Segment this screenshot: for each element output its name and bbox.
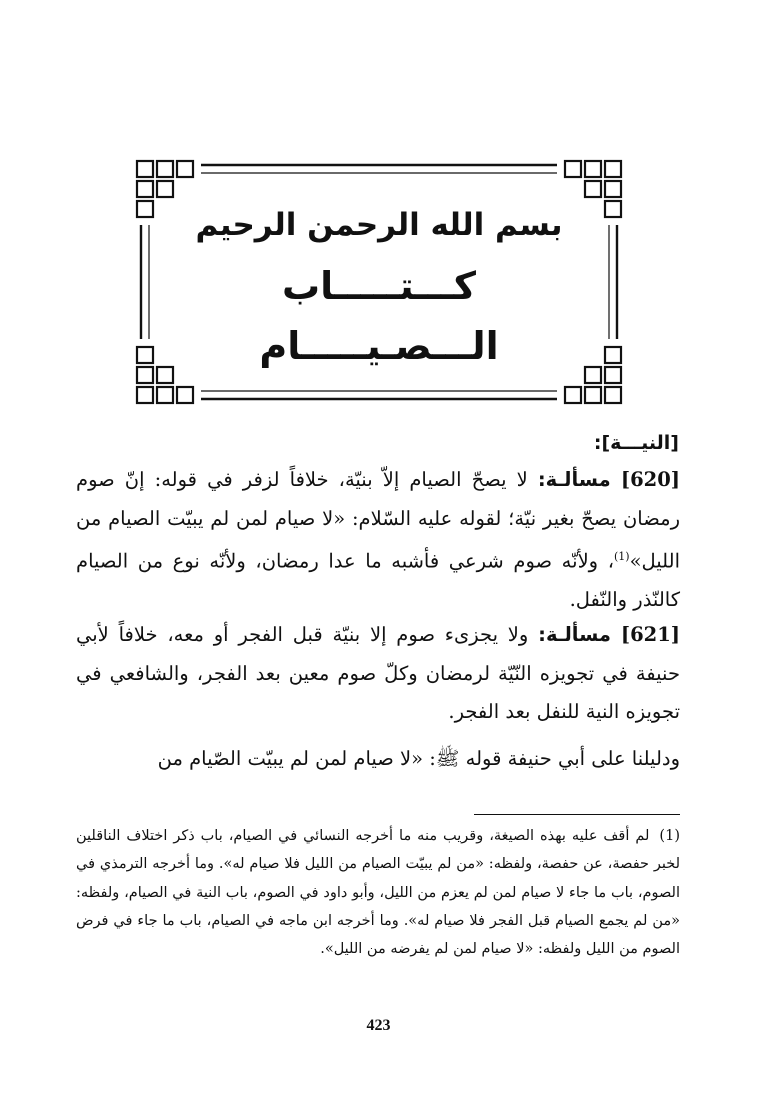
footnote-marker: (1) [659,828,680,844]
issue-text: لا يصحّ الصيام إلاّ بنيّة، خلافاً لزفر في قوله: إنّ صوم رمضان يصحّ بغير نيّة؛ لقوله عليه السّلام: «لا صيام لمن لم يبيّت الصيام من الليل» [76,468,680,573]
footnote-divider [474,814,680,815]
issue-621 [76,616,680,732]
book-title: كـــتـــــاب الـــصـيـــــام [259,264,499,368]
issue-label: مسألـة: [538,623,612,646]
section-heading: [النيـــة]: [593,432,679,454]
title-block [183,200,575,376]
page-number: 423 [366,1017,391,1034]
issue-number: [621] [620,623,681,646]
footnote-ref: (1) [614,550,630,563]
continuation-paragraph: ودليلنا على أبي حنيفة قوله ﷺ: «لا صيام لمن لم يبيّت الصّيام من [157,747,680,770]
footnote [76,822,680,963]
issue-text: ولا يجزىء صوم إلا بنيّة قبل الفجر أو معه، خلافاً لأبي حنيفة في تجويزه النّيّة لرمضان وكلّ صوم معين بعد الفجر، والشافعي في تجويزه النية للنفل بعد الفجر. [76,623,680,723]
footnote-text: لم أقف عليه بهذه الصيغة، وقريب منه ما أخرجه النسائي في الصيام، باب ذكر اختلاف الناقلين لخبر حفصة، عن حفصة، ولفظه: «من لم يبيّت الصيام من الليل فلا صيام له». وما أخرجه الترمذي في الصوم، باب ما جاء لا صيام لمن لم يعزم من الليل، وأبو داود في الصوم، باب النية في الصيام، ولفظه: «من لم يجمع الصيام قبل الفجر فلا صيام له». وما أخرجه ابن ماجه في الصيام، باب ما جاء في فرض الصوم من الليل ولفظه: «لا صيام لمن لم يفرضه من الليل». [76,828,680,958]
basmala: بسم الله الرحمن الرحيم [195,207,563,243]
issue-620 [76,461,680,620]
issue-label: مسألـة: [537,468,611,491]
issue-number: [620] [620,468,681,491]
issue-text-after: ، ولأنّه صوم شرعي فأشبه ما عدا رمضان، ولأنّه نوع من الصيام كالنّذر والنّفل. [76,549,680,611]
